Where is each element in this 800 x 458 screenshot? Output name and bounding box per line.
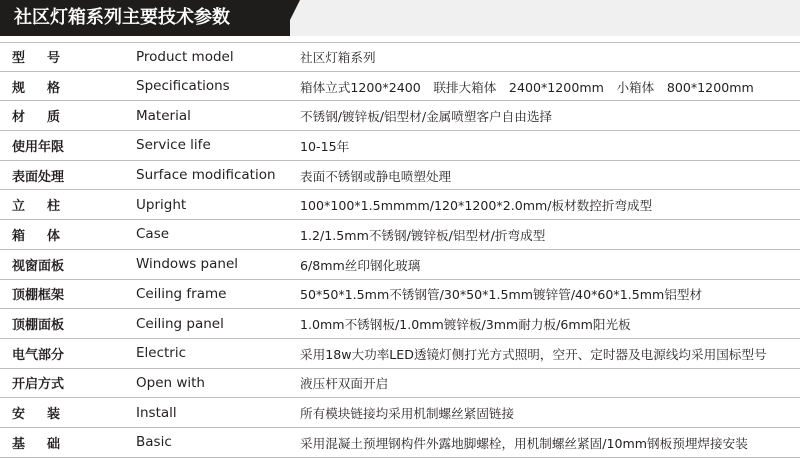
spec-row-material — [0, 101, 800, 131]
spec-row-ceiling-panel — [0, 309, 800, 339]
spec-value: 社区灯箱系列 — [300, 50, 376, 66]
page-title: 社区灯箱系列主要技术参数 — [0, 0, 290, 36]
spec-label: 视窗面板 — [12, 258, 65, 274]
header-bar — [0, 0, 800, 36]
spec-row-electric — [0, 339, 800, 369]
spec-english: Upright — [136, 196, 187, 213]
spec-english: Case — [136, 226, 170, 243]
spec-value: 采用18w大功率LED透镜灯侧打光方式照明，空开、定时器及电源线均采用国标型号 — [300, 346, 767, 362]
spec-value: 液压杆双面开启 — [300, 376, 389, 392]
spec-label: 电气部分 — [12, 347, 65, 363]
spec-english: Ceiling panel — [136, 315, 224, 332]
spec-row-install — [0, 398, 800, 428]
spec-row-basic — [0, 428, 800, 458]
spec-english: Basic — [136, 434, 172, 451]
spec-row-case — [0, 220, 800, 250]
spec-row-ceiling-frame — [0, 280, 800, 310]
spec-row-upright — [0, 190, 800, 220]
header-slant-decoration — [282, 0, 300, 36]
spec-row-specifications — [0, 72, 800, 102]
spec-label: 顶棚面板 — [12, 318, 65, 334]
spec-english: Surface modification — [136, 167, 276, 184]
spec-value: 100*100*1.5mmmm/120*1200*2.0mm/板材数控折弯成型 — [300, 198, 653, 214]
spec-english: Ceiling frame — [136, 285, 227, 302]
spec-label: 基础 — [12, 436, 83, 452]
spec-label: 开启方式 — [12, 377, 65, 393]
spec-label: 型号 — [12, 51, 83, 67]
spec-label: 使用年限 — [12, 139, 65, 155]
spec-row-service-life — [0, 131, 800, 161]
spec-value: 所有模块链接均采用机制螺丝紧固链接 — [300, 406, 515, 422]
spec-value: 50*50*1.5mm不锈钢管/30*50*1.5mm镀锌管/40*60*1.5mm铝型材 — [300, 287, 703, 303]
spec-english: Install — [136, 404, 177, 421]
spec-label: 材质 — [12, 110, 83, 126]
spec-value: 10-15年 — [300, 138, 350, 154]
spec-value: 1.0mm不锈钢板/1.0mm镀锌板/3mm耐力板/6mm阳光板 — [300, 317, 631, 333]
spec-value: 箱体立式1200*2400 联排大箱体 2400*1200mm 小箱体 800*1200mm — [300, 79, 754, 95]
spec-value: 采用混凝土预埋钢构件外露地脚螺栓，用机制螺丝紧固/10mm钢板预埋焊接安装 — [300, 435, 748, 451]
spec-label: 表面处理 — [12, 169, 65, 185]
spec-english: Specifications — [136, 78, 230, 95]
spec-row-open-with — [0, 369, 800, 399]
spec-value: 1.2/1.5mm不锈钢/镀锌板/铝型材/折弯成型 — [300, 227, 546, 243]
spec-row-product-model — [0, 42, 800, 72]
spec-english: Windows panel — [136, 256, 239, 273]
spec-value: 6/8mm丝印钢化玻璃 — [300, 257, 421, 273]
spec-table — [0, 42, 800, 458]
spec-value: 表面不锈钢或静电喷塑处理 — [300, 168, 452, 184]
spec-label: 安装 — [12, 407, 83, 423]
spec-label: 顶棚框架 — [12, 288, 65, 304]
spec-row-surface-modification — [0, 161, 800, 191]
spec-value: 不锈钢/镀锌板/铝型材/金属喷塑客户自由选择 — [300, 109, 553, 125]
spec-english: Service life — [136, 137, 211, 154]
spec-label: 箱体 — [12, 228, 83, 244]
spec-label: 规格 — [12, 80, 83, 96]
spec-label: 立柱 — [12, 199, 83, 215]
spec-english: Material — [136, 107, 191, 124]
spec-english: Electric — [136, 345, 187, 362]
spec-english: Open with — [136, 374, 205, 391]
spec-english: Product model — [136, 48, 234, 65]
spec-row-windows-panel — [0, 250, 800, 280]
